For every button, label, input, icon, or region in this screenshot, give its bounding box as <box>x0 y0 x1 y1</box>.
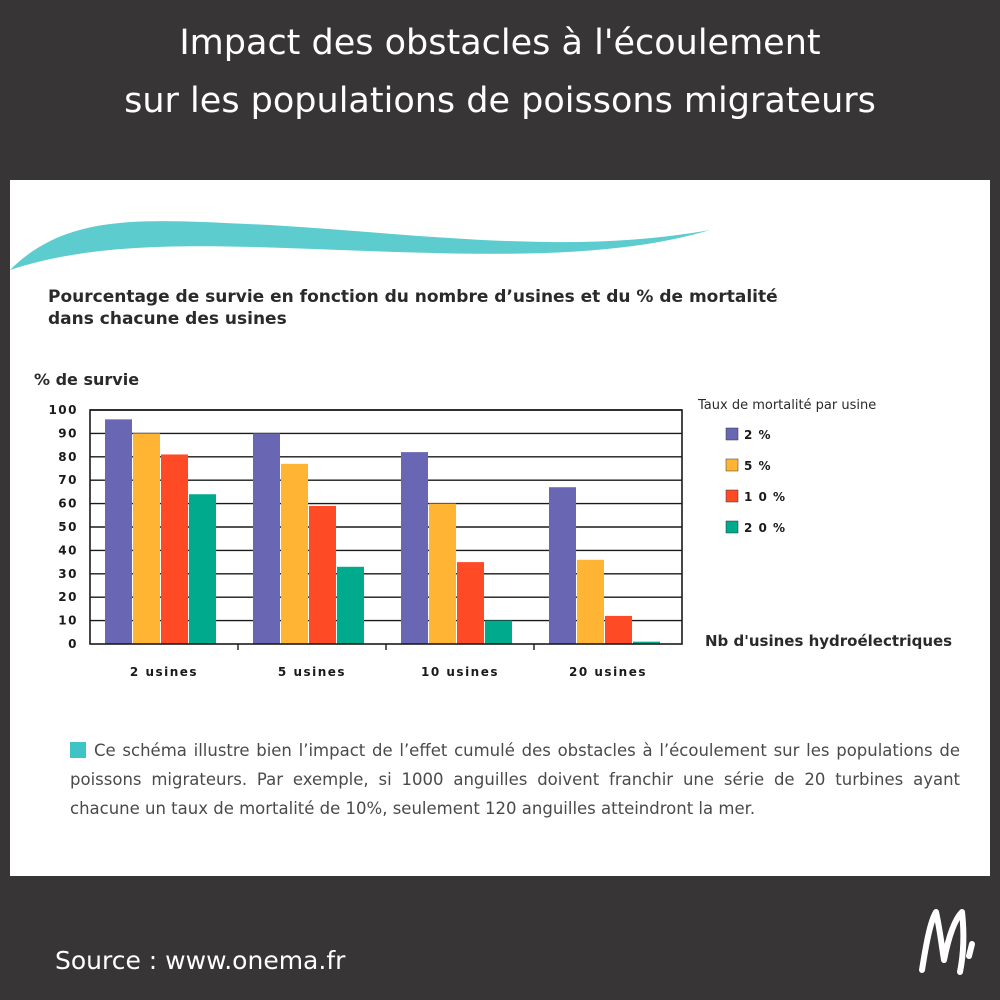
x-tick-label: 20 usines <box>569 665 647 679</box>
bar <box>161 454 188 644</box>
bar <box>281 464 308 644</box>
source-credit: Source : www.onema.fr <box>55 946 346 975</box>
bar <box>457 562 484 644</box>
legend-label: 1 0 % <box>744 490 787 504</box>
bar <box>309 506 336 644</box>
bar <box>549 487 576 644</box>
y-axis-label: % de survie <box>34 370 140 389</box>
bar <box>577 560 604 644</box>
y-tick-label: 70 <box>58 473 78 488</box>
chart-title-line-1: Pourcentage de survie en fonction du nombre d’usines et du % de mortalité <box>48 287 778 307</box>
page-title-line-1: Impact des obstacles à l'écoulement <box>179 23 821 63</box>
legend-swatch <box>726 428 738 440</box>
legend-swatch <box>726 521 738 533</box>
bar <box>605 616 632 644</box>
legend-label: 5 % <box>744 459 772 473</box>
page-title-line-2: sur les populations de poissons migrateurs <box>124 81 876 121</box>
page-title <box>0 14 1000 130</box>
x-tick-label: 10 usines <box>421 665 499 679</box>
y-tick-label: 0 <box>68 637 78 651</box>
bar <box>429 504 456 644</box>
chart-panel <box>10 180 990 876</box>
chart-title <box>48 286 808 330</box>
y-tick-label: 30 <box>58 566 78 581</box>
bar <box>485 621 512 644</box>
x-tick-label: 5 usines <box>277 665 347 679</box>
y-tick-label: 20 <box>58 590 78 605</box>
bar <box>105 419 132 644</box>
legend-title: Taux de mortalité par usine <box>698 398 877 413</box>
y-tick-label: 10 <box>58 613 78 628</box>
x-tick-label: 2 usines <box>129 665 199 679</box>
bar <box>253 433 280 644</box>
y-tick-label: 100 <box>48 403 78 417</box>
y-tick-label: 60 <box>58 496 78 511</box>
chart-title-line-2: dans chacune des usines <box>48 309 287 329</box>
y-tick-label: 40 <box>58 543 78 558</box>
brand-logo-icon <box>912 900 982 980</box>
bar <box>189 494 216 644</box>
legend-swatch <box>726 459 738 471</box>
bar <box>401 452 428 644</box>
bar <box>133 433 160 644</box>
y-tick-label: 90 <box>58 426 78 441</box>
decorative-wave <box>10 221 710 270</box>
bar <box>337 567 364 644</box>
caption-square-icon <box>70 742 86 758</box>
x-axis-label: Nb d'usines hydroélectriques <box>705 632 953 650</box>
caption-text: Ce schéma illustre bien l’impact de l’effet cumulé des obstacles à l’écoulement sur les populations de poissons migrateurs. Par exemple, si 1000 anguilles doivent franchir une série de 20 turbines ayant chacune un taux de mortalité de 10%, seulement 120 anguilles atteindront la mer. <box>70 741 960 818</box>
y-tick-label: 80 <box>58 449 78 464</box>
legend-label: 2 % <box>744 428 772 442</box>
y-tick-label: 50 <box>58 520 78 534</box>
legend-label: 2 0 % <box>744 521 787 535</box>
legend-swatch <box>726 490 738 502</box>
caption <box>70 736 960 823</box>
